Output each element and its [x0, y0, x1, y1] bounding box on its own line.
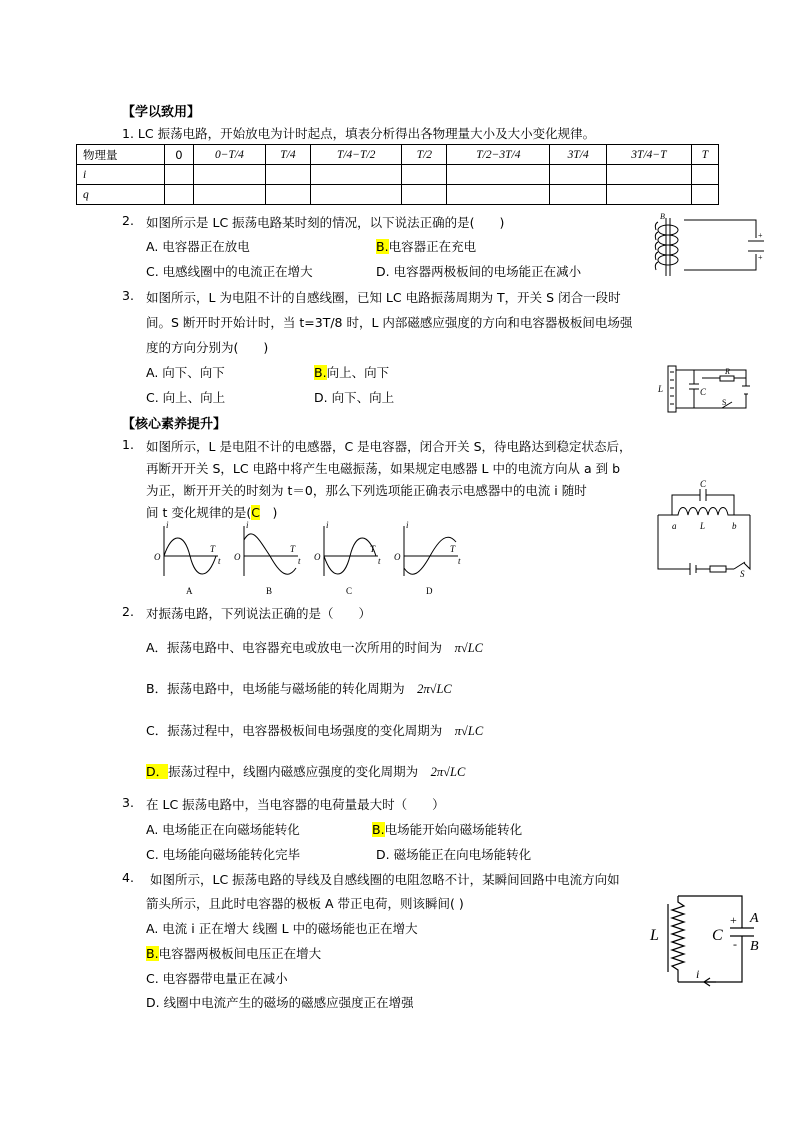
table-header: 3T/4−T: [606, 145, 691, 165]
p2-option-a: A．振荡电路中、电容器充电或放电一次所用的时间为 π√LC: [146, 640, 483, 655]
q1-text: 1. LC 振荡电路，开始放电为计时起点，填表分析得出各物理量大小及大小变化规律。: [122, 126, 596, 141]
label-a: A: [750, 911, 759, 926]
p1-circuit-figure: [650, 477, 760, 577]
p1-line-3: 为正，断开开关的时刻为 t＝0，那么下列选项能正确表示电感器中的电流 i 随时: [146, 483, 587, 498]
p3-option-d: D. 磁场能正在向电场能转化: [376, 847, 532, 862]
section-title-apply: 【学以致用】: [122, 105, 201, 120]
svg-text:i: i: [246, 520, 249, 530]
p3-number: 3.: [122, 795, 134, 810]
graph-label-b: B: [266, 586, 273, 596]
table-row: [77, 165, 719, 185]
table-header: 3T/4: [550, 145, 607, 165]
axis-o: O: [154, 552, 161, 562]
label-c: C: [700, 387, 707, 397]
q2-option-a: A. 电容器正在放电: [146, 239, 250, 254]
q2-option-c: C. 电感线圈中的电流正在增大: [146, 264, 313, 279]
row-label: q: [77, 185, 165, 205]
p4-line-2: 箭头所示，且此时电容器的极板 A 带正电荷，则该瞬间( ): [146, 896, 464, 911]
plus-sign: +: [730, 913, 737, 927]
q3-option-d: D. 向下、向上: [314, 390, 395, 405]
label-b: b: [732, 521, 737, 531]
formula: π√LC: [454, 724, 484, 738]
p4-option-d: D. 线圈中电流产生的磁场的磁感应强度正在增强: [146, 995, 414, 1010]
label-l: L: [650, 927, 659, 944]
q2-number: 2.: [122, 213, 134, 228]
q3-line-3: 度的方向分别为( ): [146, 340, 269, 355]
label-s: S: [740, 569, 745, 577]
q2-circuit-figure: [646, 210, 776, 282]
p1-line-1: 如图所示，L 是电阻不计的电感器，C 是电容器，闭合开关 S，待电路达到稳定状态后，: [146, 439, 632, 454]
p4-option-c: C. 电容器带电量正在减小: [146, 971, 288, 986]
axis-t-period: T: [210, 544, 216, 554]
table-header: 0−T/4: [193, 145, 265, 165]
q3-circuit-figure: [656, 362, 756, 418]
svg-text:+: +: [758, 253, 763, 262]
svg-text:i: i: [326, 520, 329, 530]
minus-sign: -: [733, 937, 737, 951]
p3-option-c: C. 电场能向磁场能转化完毕: [146, 847, 301, 862]
p2-number: 2.: [122, 604, 134, 619]
row-label: i: [77, 165, 165, 185]
q1-table: [76, 144, 719, 205]
table-header: 0: [165, 145, 194, 165]
graph-label-d: D: [426, 586, 433, 596]
label-a: a: [672, 521, 677, 531]
p2-option-b: B．振荡电路中，电场能与磁场能的转化周期为 2π√LC: [146, 681, 452, 696]
q3-option-b: B.向上、向下: [314, 365, 390, 380]
answer-highlight: B.: [372, 822, 385, 837]
answer-highlight: B.: [376, 239, 389, 254]
label-s: S: [722, 398, 727, 407]
table-header: T: [691, 145, 718, 165]
svg-text:T: T: [290, 544, 296, 554]
label-i: i: [696, 967, 700, 981]
table-header: 物理量: [77, 145, 165, 165]
svg-text:O: O: [314, 552, 321, 562]
svg-text:t: t: [378, 556, 381, 566]
p2-option-d: D．振荡过程中，线圈内磁感应强度的变化周期为 2π√LC: [146, 764, 466, 779]
svg-text:O: O: [234, 552, 241, 562]
p2-text: 对振荡电路，下列说法正确的是（ ）: [146, 606, 372, 621]
answer-highlight: D．: [146, 764, 169, 779]
p1-line-4: 间 t 变化规律的是(C ): [146, 505, 278, 520]
table-header: T/4−T/2: [310, 145, 401, 165]
label-l: L: [658, 384, 664, 394]
p1-graph-options: [146, 518, 476, 600]
answer-highlight: B.: [146, 946, 159, 961]
formula: π√LC: [454, 641, 483, 655]
table-row: [77, 185, 719, 205]
label-r: R: [725, 367, 730, 376]
q3-line-2: 间。S 断开时开始计时，当 t=3T/8 时，L 内部磁感应强度的方向和电容器极板间电场强: [146, 315, 633, 330]
table-header: T/2−3T/4: [447, 145, 550, 165]
svg-text:t: t: [458, 556, 461, 566]
label-b: B: [750, 939, 759, 954]
answer-highlight: C: [251, 505, 260, 520]
svg-text:O: O: [394, 552, 401, 562]
formula: 2π√LC: [417, 682, 452, 696]
p4-circuit-figure: [646, 890, 766, 990]
answer-highlight: B.: [314, 365, 327, 380]
section-title-core: 【核心素养提升】: [122, 417, 227, 432]
p1-number: 1.: [122, 437, 134, 452]
q3-line-1: 如图所示，L 为电阻不计的自感线圈，已知 LC 电路振荡周期为 T，开关 S 闭合一段时: [146, 290, 621, 305]
p3-text: 在 LC 振荡电路中，当电容器的电荷量最大时（ ）: [146, 797, 445, 812]
p3-option-b: B.电场能开始向磁场能转化: [372, 822, 523, 837]
label-c: C: [712, 927, 723, 944]
p3-option-a: A. 电场能正在向磁场能转化: [146, 822, 300, 837]
svg-text:t: t: [298, 556, 301, 566]
svg-text:+: +: [758, 231, 763, 240]
p4-option-a: A. 电流 i 正在增大 线圈 L 中的磁场能也正在增大: [146, 921, 418, 936]
label-l: L: [700, 521, 706, 531]
label-c: C: [700, 479, 707, 489]
table-header: T/2: [402, 145, 447, 165]
q2-option-d: D. 电容器两极板间的电场能正在减小: [376, 264, 582, 279]
table-header: T/4: [265, 145, 310, 165]
svg-text:T: T: [370, 544, 376, 554]
p4-option-b: B.电容器两极板间电压正在增大: [146, 946, 322, 961]
field-label-b: B: [660, 212, 665, 221]
p2-option-c: C．振荡过程中，电容器极板间电场强度的变化周期为 π√LC: [146, 723, 484, 738]
axis-i: i: [166, 520, 169, 530]
table-header-row: [77, 145, 719, 165]
p4-number: 4.: [122, 870, 134, 885]
q3-option-a: A. 向下、向下: [146, 365, 225, 380]
svg-text:T: T: [450, 544, 456, 554]
formula: 2π√LC: [430, 765, 466, 779]
graph-label-a: A: [186, 586, 193, 596]
q2-option-b: B.电容器正在充电: [376, 239, 477, 254]
axis-t: t: [218, 556, 221, 566]
q3-option-c: C. 向上、向上: [146, 390, 226, 405]
p1-line-2: 再断开开关 S，LC 电路中将产生电磁振荡，如果规定电感器 L 中的电流方向从 a 到 b: [146, 461, 621, 476]
p4-line-1: 如图所示，LC 振荡电路的导线及自感线圈的电阻忽略不计，某瞬间回路中电流方向如: [150, 872, 620, 887]
q3-number: 3.: [122, 288, 134, 303]
q2-text: 如图所示是 LC 振荡电路某时刻的情况，以下说法正确的是( ): [146, 215, 505, 230]
graph-label-c: C: [346, 586, 353, 596]
svg-text:i: i: [406, 520, 409, 530]
